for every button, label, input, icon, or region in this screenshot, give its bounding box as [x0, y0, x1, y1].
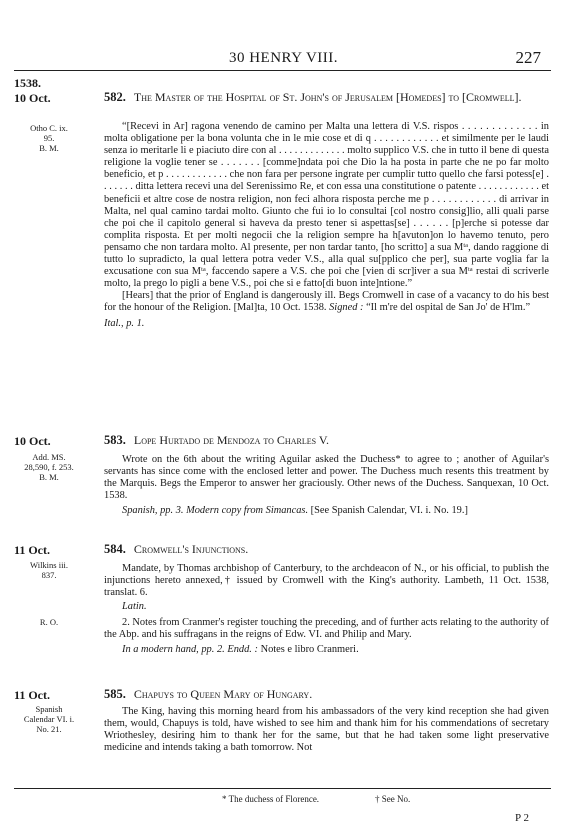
entry-heading [104, 91, 550, 105]
entry-number: 583. [104, 433, 126, 447]
entry-number: 582. [104, 90, 126, 104]
entry-crossref: [See Spanish Calendar, VI. i. No. 19.] [310, 505, 468, 517]
entry-title: The Master of the Hospital of St. John's of Jerusalem [Homedes] to [Cromwell]. [133, 90, 522, 104]
entry-title: Chapuys to Queen Mary of Hungary. [133, 687, 313, 701]
entry-number: 585. [104, 687, 126, 701]
source-ref: Otho C. ix. [30, 123, 68, 133]
entry-body [104, 617, 549, 656]
entry-source-refs [10, 560, 88, 580]
signed-text: “Il m're del ospital de San Jo' de H'lm.” [366, 302, 531, 314]
entry-date: 10 Oct. [14, 434, 51, 448]
entry-body [104, 563, 549, 613]
entry-paragraph: Wrote on the 6th about the writing Aguilar asked the Duchess* to agree to ; another of Aguilar's servants has since come with the enclosed letter and power. The Duchess much resents this treatment by the Marquis. Begs the Emperor to answer her graciously. Other news of the Duchess. Sanquexan, 10 Oct. 1538. [104, 454, 549, 502]
endd-text: Notes e libro Cranmeri. [260, 644, 359, 656]
entry-note: Ital., p. 1. [104, 317, 145, 329]
entry-body [104, 454, 549, 517]
source-ref: Spanish [35, 704, 63, 714]
header-rule [14, 70, 551, 71]
entry-date: 10 Oct. [14, 91, 51, 105]
entry-note [104, 505, 549, 517]
endd-label: Endd. : [227, 644, 258, 656]
source-ref: B. M. [39, 472, 59, 482]
entry-paragraph: The King, having this morning heard from his ambassadors of the very kind reception she had given them, would, Chapuys is told, have wished to see him and thank him for his commendations of secretary Wriothesley, desiring him to thank her for the same, but that he had taken some light preservative medicine and intends taking a bath tomorrow. Not [104, 706, 549, 754]
entry-paragraph-text: [Hears] that the prior of England is dangerously ill. Begs Cromwell in case of a vacancy to do his best for the honour of the Religion. [Mal]ta, 10 Oct. 1538. [104, 290, 549, 314]
entry-note: Latin. [122, 601, 147, 613]
entry-note-text: In a modern hand, pp. 2. [122, 644, 225, 656]
entry-body [104, 121, 549, 330]
source-ref: B. M. [39, 143, 59, 153]
footnote: * The duchess of Florence. [222, 794, 320, 804]
entry-heading [104, 543, 550, 557]
entry-heading [104, 688, 550, 702]
entry-source-refs [10, 704, 88, 734]
footnote: † See No. [375, 794, 411, 804]
year-label: 1538. [14, 76, 41, 90]
entry-paragraph: Mandate, by Thomas archbishop of Canterbury, to the archdeacon of N., or his official, to publish the injunctions hereto annexed,† issued by Cromwell with the King's authority. Lambeth, 11 Oct. 1538, translat. 6. [104, 563, 549, 599]
source-ref: No. 21. [36, 724, 62, 734]
footnote-rule [14, 788, 551, 789]
entry-paragraph: 2. Notes from Cranmer's register touching the preceding, and of further acts relating to the authority of the Abp. and his suffragans in the reigns of Edw. VI. and Philip and Mary. [104, 617, 549, 641]
entry-body [104, 706, 549, 754]
source-ref: R. O. [39, 617, 59, 627]
source-ref: 837. [41, 570, 57, 580]
running-head-title: 30 HENRY VIII. [228, 50, 339, 66]
source-ref: 95. [43, 133, 55, 143]
source-ref: Wilkins iii. [30, 560, 68, 570]
signature-mark: P 2 [515, 812, 529, 824]
entry-note [104, 644, 549, 656]
source-ref: 28,590, f. 253. [24, 462, 74, 472]
entry-number: 584. [104, 542, 126, 556]
entry-source-refs [10, 123, 88, 153]
entry-date: 11 Oct. [14, 543, 50, 557]
running-head [0, 48, 567, 70]
entry-date: 11 Oct. [14, 688, 50, 702]
entry-heading [104, 434, 550, 448]
entry-title: Lope Hurtado de Mendoza to Charles V. [133, 433, 329, 447]
source-ref: Calendar VI. i. [23, 714, 75, 724]
entry-note-text: Spanish, pp. 3. Modern copy from Simancas. [122, 505, 309, 517]
entry-paragraph [104, 290, 549, 314]
entry-paragraph: “[Recevi in Ar] ragona venendo de camino per Malta una lettera di V.S. rispos . . . . . . . . . . . . . in molta obligatione per la bona volunta che in le mie cose et di q . . . . . . . . . . . . et similmente per le laudi senza io meritarle li e piaciuto dire con al . . . . . . . . . . . . . molto supplico V.S. che in tutto il bene di questa religione la voglie tener se . . . . . . . [comme]ndata poi che Dio la ha posta in parte che ne po far molto beneficio, et p . . . . . . . . . . . . che non fara per persone ingrate per cumplir tutto quello che farsi potess[e] . . . . . . . ditta lettera recevi una del Serenissimo Re, et con essa una constitutione o patente . . . . . . . . . . . . et beneficii et altre cose de nostra religion, non feci alhora risposta perche me p . . . . . . . . . . . . di arrivar in Malta, nel qual camino tardai molto. Giunto che fui io lo consultai [col nostro consig]lio, alli quali parse che poi che il capitolo general si haveva da presto tener si aspettas[se] . . . . . . [p]erche si potesse dar complita risposta. Et per molti negocii che la religion sempre ha h[avuton]on lo havemo tenuto, pero pensamo che non tardara molto. Al presente, per non tardar tanto, [ho scritto] a sua Mᵗᵃ, dando raggione di tutto lo supradicto, la qual lettera potra veder V.S., alla qual su[pplico che per], sua parte voglia far la excusatione con sua Mᵗᵃ, faccendo sapere a V.S. che poi che [vien di scr]iver a sua Mᵗᵃ restai di scriverle molto, la prego lo pigli a bene V.S., poi che si e fatto[di buon inte]ntione.” [104, 121, 549, 290]
entry-source-refs [10, 452, 88, 482]
entry-title: Cromwell's Injunctions. [133, 542, 249, 556]
page-number: 227 [515, 48, 541, 67]
signed-label: Signed : [329, 302, 364, 314]
entry-source-refs [10, 617, 88, 627]
source-ref: Add. MS. [32, 452, 66, 462]
